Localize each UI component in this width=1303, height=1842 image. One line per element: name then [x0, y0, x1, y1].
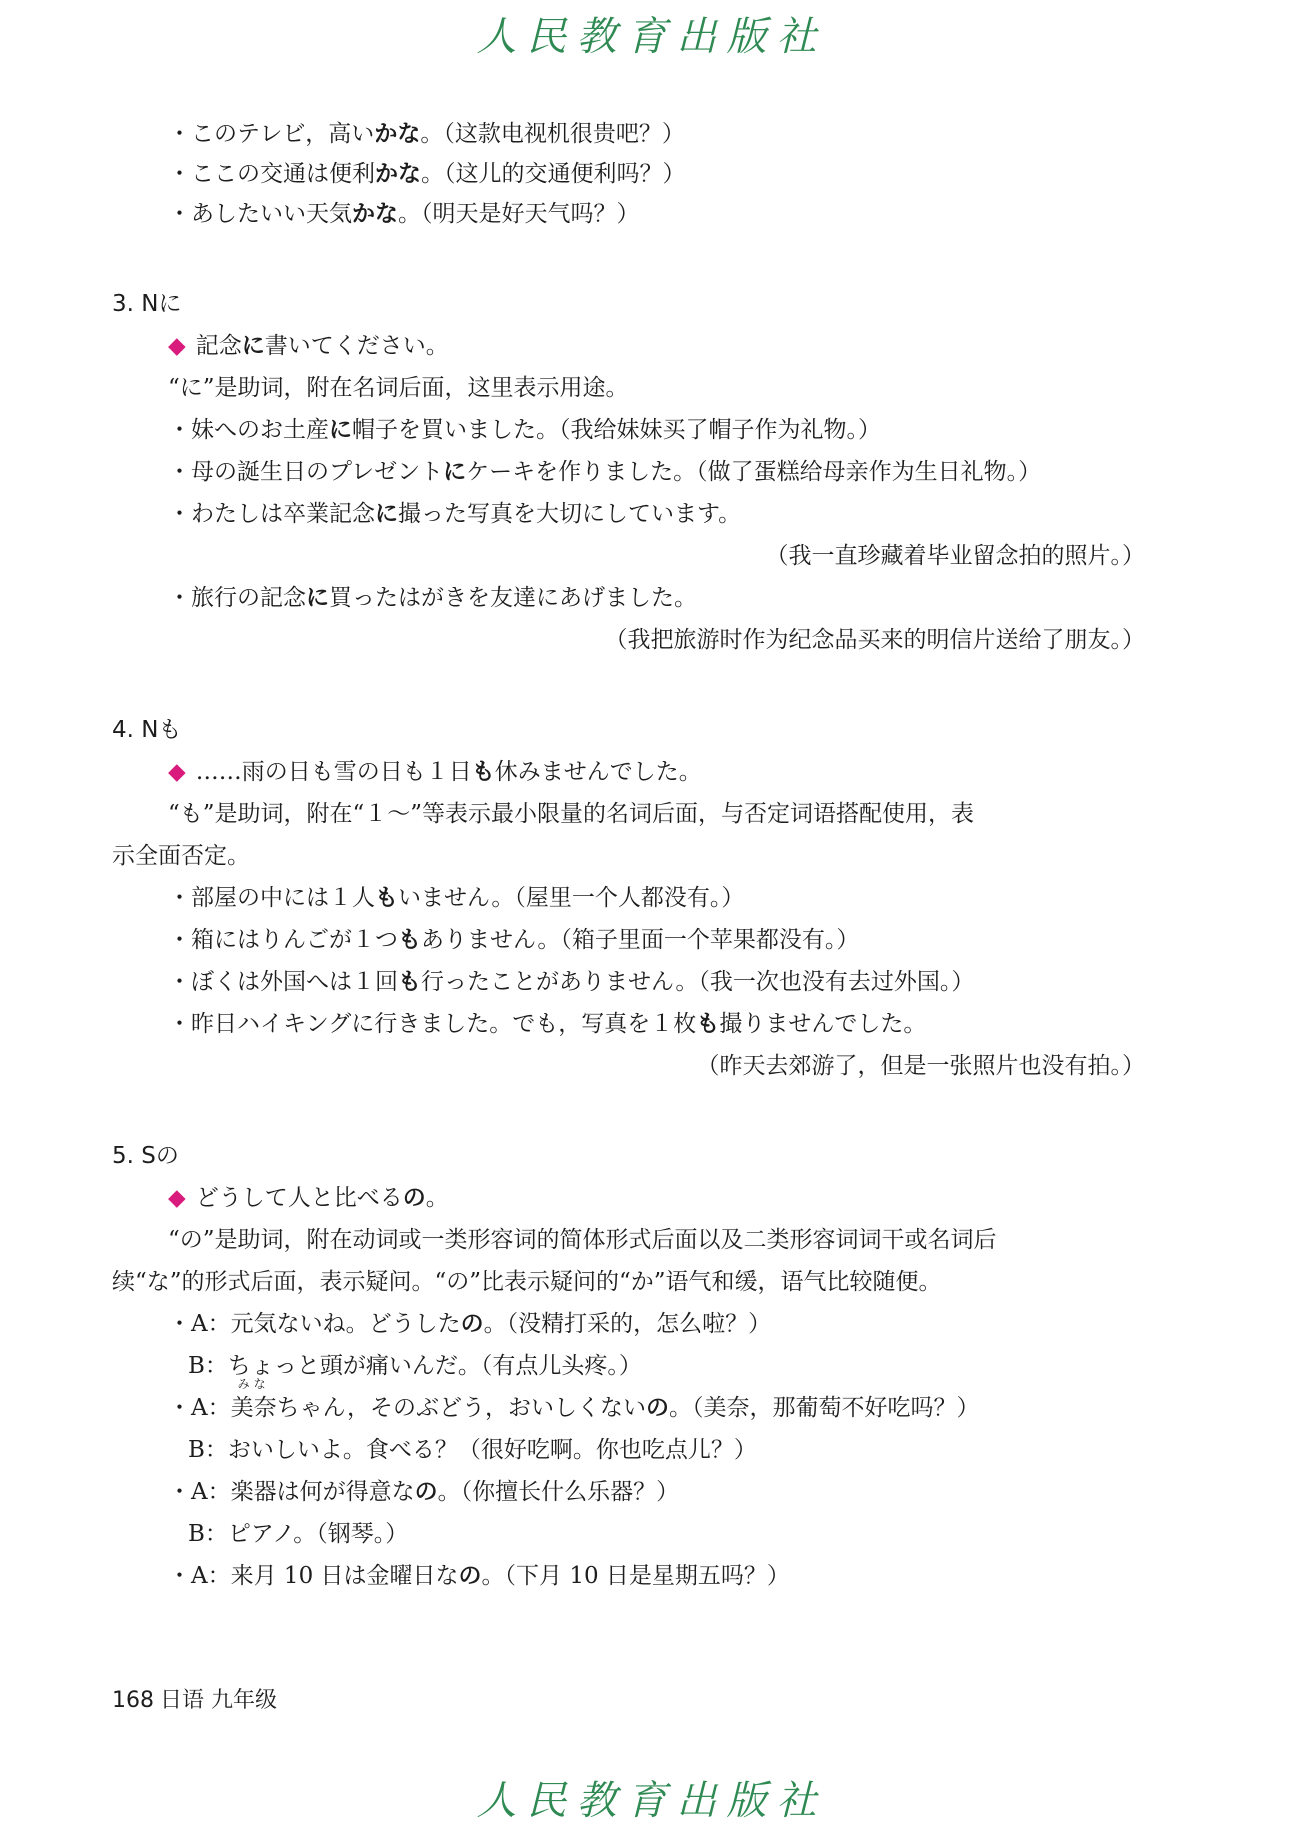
dialog-line: ・A：来月 10 日は金曜日なの。（下月 10 日是星期五吗？）	[168, 1563, 790, 1589]
translation-line: （我一直珍藏着毕业留念拍的照片。）	[765, 543, 1145, 569]
example-line: ・母の誕生日のプレゼントにケーキを作りました。（做了蛋糕给母亲作为生日礼物。）	[168, 459, 1042, 485]
example-line: ・妹へのお土産に帽子を買いました。（我给妹妹买了帽子作为礼物。）	[168, 417, 881, 443]
dialog-line: B：ちょっと頭が痛いんだ。（有点儿头疼。）	[188, 1353, 642, 1379]
section-heading: 3. Nに	[112, 291, 182, 317]
example-line: ・昨日ハイキングに行きました。でも，写真を１枚も撮りませんでした。	[168, 1011, 927, 1037]
diamond-bullet-icon: ◆	[168, 1185, 186, 1211]
translation-line: （我把旅游时作为纪念品买来的明信片送给了朋友。）	[604, 627, 1145, 653]
example-line: ・あしたいい天気かな。（明天是好天气吗？）	[168, 201, 640, 227]
example-line: ・わたしは卒業記念に撮った写真を大切にしています。	[168, 501, 742, 527]
dialog-line: B：おいしいよ。食べる？（很好吃啊。你也吃点儿？）	[188, 1437, 757, 1463]
ruby-word: みな 美奈	[230, 1377, 277, 1421]
model-sentence: ◆ 記念に書いてください。	[168, 333, 449, 359]
example-line: ・部屋の中には１人もいません。（屋里一个人都没有。）	[168, 885, 745, 911]
explanation: “に”是助词，附在名词后面，这里表示用途。	[168, 375, 629, 401]
explanation-continued: 示全面否定。	[112, 843, 250, 869]
translation-line: （昨天去郊游了，但是一张照片也没有拍。）	[696, 1053, 1145, 1079]
page-footer	[112, 1686, 277, 1716]
book-title: 日语 九年级	[160, 1688, 277, 1713]
example-line: ・箱にはりんごが１つもありません。（箱子里面一个苹果都没有。）	[168, 927, 860, 953]
diamond-bullet-icon: ◆	[168, 759, 186, 785]
explanation-continued: 续“な”的形式后面，表示疑问。“の”比表示疑问的“か”语气和缓，语气比较随便。	[112, 1269, 942, 1295]
section-heading: 5. Sの	[112, 1143, 179, 1169]
dialog-line: B：ピアノ。（钢琴。）	[188, 1521, 409, 1547]
example-line: ・ぼくは外国へは１回も行ったことがありません。（我一次也没有去过外国。）	[168, 969, 975, 995]
diamond-bullet-icon: ◆	[168, 333, 186, 359]
example-line: ・ここの交通は便利かな。（这儿的交通便利吗？）	[168, 161, 686, 187]
publisher-logo-bottom: 人民教育出版社	[476, 1778, 827, 1824]
ruby-reading: みな	[237, 1377, 270, 1391]
model-sentence: ◆ ……雨の日も雪の日も１日も休みませんでした。	[168, 759, 702, 785]
page-number: 168	[112, 1688, 154, 1713]
explanation: “の”是助词，附在动词或一类形容词的简体形式后面以及二类形容词词干或名词后	[168, 1227, 997, 1253]
model-sentence: ◆ どうして人と比べるの。	[168, 1185, 449, 1211]
dialog-line: ・A：楽器は何が得意なの。（你擅长什么乐器？）	[168, 1479, 680, 1505]
section-heading: 4. Nも	[112, 717, 182, 743]
example-line: ・旅行の記念に買ったはがきを友達にあげました。	[168, 585, 697, 611]
example-line: ・このテレビ，高いかな。（这款电视机很贵吧？）	[168, 121, 685, 147]
dialog-line: ・A： みな 美奈ちゃん，そのぶどう，おいしくないの。（美奈，那葡萄不好吃吗？）	[168, 1392, 980, 1424]
dialog-line: ・A：元気ないね。どうしたの。（没精打采的，怎么啦？）	[168, 1311, 772, 1337]
explanation: “も”是助词，附在“１～”等表示最小限量的名词后面，与否定词语搭配使用，表	[168, 801, 975, 827]
publisher-logo-top: 人民教育出版社	[476, 14, 827, 60]
